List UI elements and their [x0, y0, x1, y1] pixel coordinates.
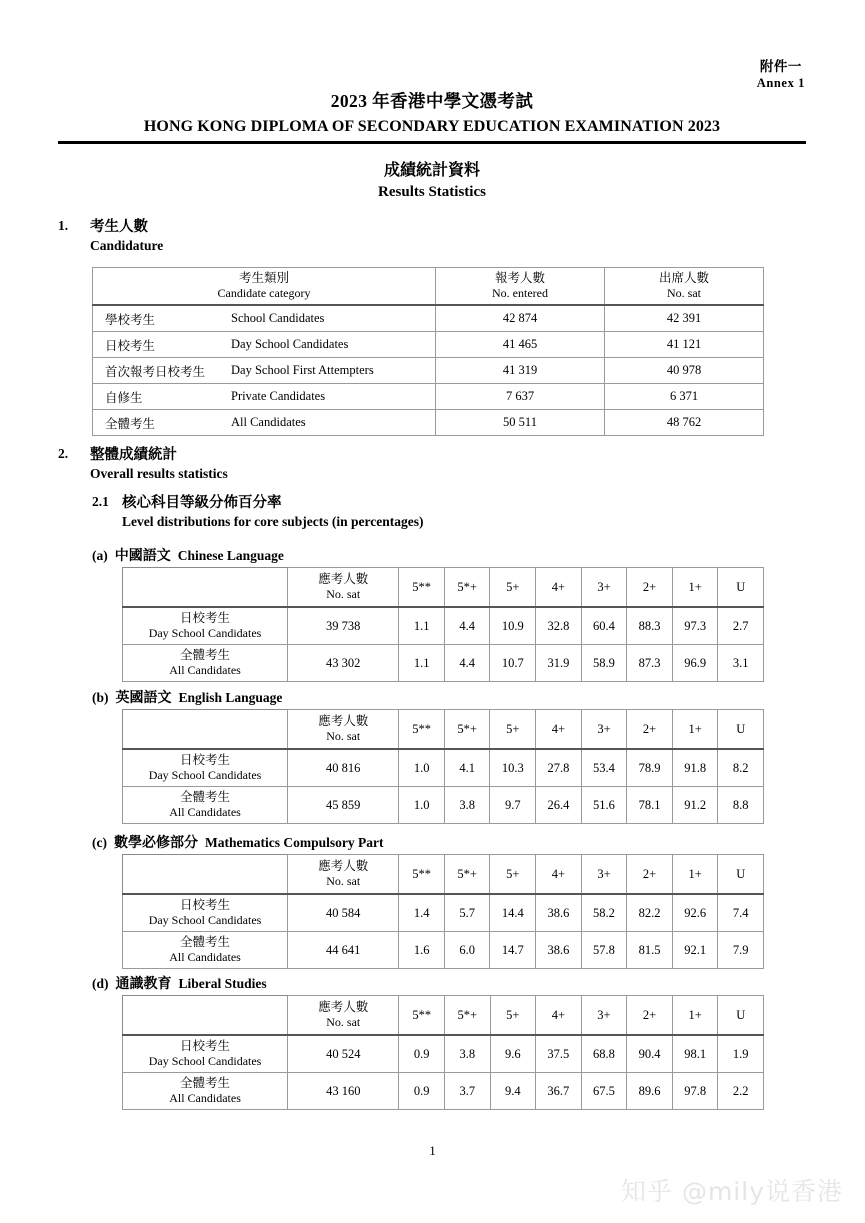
- cell-no-entered: 50 511: [436, 410, 605, 436]
- document-subtitle-en: Results Statistics: [378, 184, 486, 201]
- header-no-sat-en: No. sat: [326, 1015, 361, 1030]
- rowlabel-day-school-zh: 日校考生: [180, 611, 231, 626]
- header-level-3p: 3+: [581, 710, 627, 750]
- header-no-sat-zh: 應考人數: [318, 714, 369, 729]
- cell-no-sat: 6 371: [605, 384, 764, 410]
- cell-no-entered: 41 319: [436, 358, 605, 384]
- rowlabel-day-school: [123, 749, 288, 787]
- header-no-sat: [288, 568, 399, 608]
- cell-no-sat: 39 738: [288, 607, 399, 645]
- header-candidate-category: [93, 268, 436, 306]
- section-2-heading: [58, 446, 228, 483]
- rowlabel-all-candidates: [123, 932, 288, 969]
- level-distribution-table-liberal-studies: [122, 995, 764, 1110]
- table-row: [93, 305, 764, 332]
- header-level-4p: 4+: [536, 568, 582, 608]
- cell-no-sat: 44 641: [288, 932, 399, 969]
- cell-level-5sp: 3.7: [445, 1073, 491, 1110]
- cell-level-u: 8.2: [718, 749, 764, 787]
- cell-level-2p: 78.1: [627, 787, 673, 824]
- rowlabel-day-school: [123, 607, 288, 645]
- header-level-1p: 1+: [672, 855, 718, 895]
- document-title: [58, 90, 806, 144]
- header-level-5sp: 5*+: [445, 996, 491, 1036]
- rowlabel-all-candidates-en: All Candidates: [169, 950, 241, 965]
- header-corner-blank: [123, 568, 288, 608]
- header-level-5p: 5+: [490, 996, 535, 1036]
- header-no-sat: [605, 268, 764, 306]
- cell-level-1p: 91.2: [672, 787, 718, 824]
- rowlabel-day-school-zh: 日校考生: [180, 753, 231, 768]
- header-no-sat-zh: 應考人數: [318, 1000, 369, 1015]
- cell-level-5sp: 6.0: [444, 932, 490, 969]
- cell-level-4p: 36.7: [536, 1073, 582, 1110]
- table-row: [93, 358, 764, 384]
- table-header-row: [123, 568, 764, 608]
- header-level-2p: 2+: [627, 996, 673, 1036]
- subject-name-zh-b: 英國語文: [115, 691, 172, 706]
- subject-name-zh-c: 數學必修部分: [113, 836, 198, 851]
- header-level-5ss: 5**: [399, 568, 445, 608]
- cell-level-1p: 91.8: [672, 749, 718, 787]
- cell-level-1p: 98.1: [672, 1035, 718, 1073]
- header-no-sat-zh: 出席人數: [658, 271, 709, 286]
- header-level-4p: 4+: [536, 996, 582, 1036]
- cell-level-2p: 78.9: [627, 749, 673, 787]
- header-corner-blank: [123, 710, 288, 750]
- cell-level-5p: 9.7: [490, 787, 536, 824]
- cell-level-3p: 58.2: [581, 894, 627, 932]
- subject-label-b: (b): [92, 690, 109, 705]
- cell-no-sat: 43 160: [288, 1073, 399, 1110]
- cell-level-2p: 87.3: [627, 645, 673, 682]
- cell-no-sat: 40 978: [605, 358, 764, 384]
- rowlabel-day-school-en: Day School Candidates: [148, 913, 262, 928]
- header-corner-blank: [123, 996, 288, 1036]
- header-level-5p: 5+: [490, 855, 536, 895]
- cell-level-4p: 38.6: [536, 932, 582, 969]
- level-distribution-table-chinese-language: [122, 567, 764, 682]
- cell-no-sat: 40 524: [288, 1035, 399, 1073]
- header-no-entered: [436, 268, 605, 306]
- header-no-sat-en: No. sat: [326, 729, 361, 744]
- header-no-sat-zh: 應考人數: [318, 859, 369, 874]
- cell-level-5ss: 1.0: [399, 787, 445, 824]
- cell-level-5p: 14.7: [490, 932, 536, 969]
- section-2-title-zh: 整體成績統計: [90, 447, 177, 463]
- rowlabel-day-school: [123, 1035, 288, 1073]
- section-1-title-zh: 考生人數: [90, 219, 148, 235]
- rowlabel-day-school-en: Day School Candidates: [148, 626, 262, 641]
- cell-level-5p: 10.7: [490, 645, 536, 682]
- cell-level-5ss: 1.0: [399, 749, 445, 787]
- cell-level-1p: 97.3: [672, 607, 718, 645]
- cell-level-1p: 97.8: [672, 1073, 718, 1110]
- cell-no-entered: 7 637: [436, 384, 605, 410]
- cell-level-4p: 31.9: [536, 645, 582, 682]
- section-2-1-heading: [92, 494, 423, 531]
- header-level-5p: 5+: [490, 568, 536, 608]
- cell-level-2p: 90.4: [627, 1035, 673, 1073]
- subject-label-c: (c): [92, 835, 107, 850]
- cell-category-en: Private Candidates: [225, 384, 436, 410]
- document-title-zh: 2023 年香港中學文憑考試: [330, 91, 534, 111]
- cell-level-4p: 38.6: [536, 894, 582, 932]
- header-level-5p: 5+: [490, 710, 536, 750]
- header-corner-blank: [123, 855, 288, 895]
- header-level-3p: 3+: [581, 855, 627, 895]
- section-2-number: 2.: [58, 446, 69, 461]
- level-distribution-table-mathematics-compulsory-part: [122, 854, 764, 969]
- rowlabel-day-school: [123, 894, 288, 932]
- header-level-3p: 3+: [581, 568, 627, 608]
- cell-level-5ss: 0.9: [399, 1073, 445, 1110]
- cell-level-5sp: 3.8: [445, 1035, 491, 1073]
- cell-category-zh: 全體考生: [93, 410, 226, 436]
- cell-no-sat: 48 762: [605, 410, 764, 436]
- rowlabel-day-school-zh: 日校考生: [180, 1039, 231, 1054]
- header-no-sat-zh: 應考人數: [318, 572, 369, 587]
- cell-level-3p: 60.4: [581, 607, 627, 645]
- header-level-5ss: 5**: [399, 996, 445, 1036]
- header-no-entered-en: No. entered: [492, 286, 548, 301]
- cell-category-en: Day School First Attempters: [225, 358, 436, 384]
- rowlabel-all-candidates-en: All Candidates: [169, 1091, 241, 1106]
- header-no-sat-en: No. sat: [326, 587, 361, 602]
- table-row-all-candidates: [123, 1073, 764, 1110]
- section-1-title-en: Candidature: [90, 238, 164, 254]
- header-no-sat-en: No. sat: [667, 286, 701, 301]
- watermark: 知乎 @mily说香港: [621, 1177, 843, 1206]
- cell-level-2p: 81.5: [627, 932, 673, 969]
- cell-level-u: 7.4: [718, 894, 764, 932]
- cell-level-2p: 89.6: [627, 1073, 673, 1110]
- rowlabel-all-candidates-en: All Candidates: [169, 663, 241, 678]
- cell-level-4p: 37.5: [536, 1035, 582, 1073]
- cell-level-u: 3.1: [718, 645, 764, 682]
- subject-heading-mathematics-compulsory-part: [92, 832, 383, 852]
- cell-level-5ss: 1.4: [399, 894, 445, 932]
- cell-level-3p: 58.9: [581, 645, 627, 682]
- table-row-day-school: [123, 894, 764, 932]
- header-level-4p: 4+: [536, 710, 582, 750]
- subject-label-a: (a): [92, 548, 108, 563]
- cell-level-5p: 9.6: [490, 1035, 535, 1073]
- cell-no-sat: 40 816: [288, 749, 399, 787]
- section-2-1-number: 2.1: [92, 494, 109, 509]
- cell-level-5p: 14.4: [490, 894, 536, 932]
- header-level-4p: 4+: [536, 855, 582, 895]
- header-level-u: U: [718, 855, 764, 895]
- rowlabel-day-school-en: Day School Candidates: [148, 1054, 262, 1069]
- annex-label-zh: 附件一: [759, 59, 802, 74]
- subject-name-en-c: Mathematics Compulsory Part: [204, 835, 384, 850]
- cell-level-5p: 10.9: [490, 607, 536, 645]
- table-row-day-school: [123, 1035, 764, 1073]
- subject-name-en-a: Chinese Language: [177, 548, 284, 563]
- rowlabel-all-candidates: [123, 645, 288, 682]
- table-header-row: [123, 710, 764, 750]
- cell-level-u: 8.8: [718, 787, 764, 824]
- cell-level-u: 1.9: [718, 1035, 764, 1073]
- section-2-1-title-zh: 核心科目等級分佈百分率: [122, 495, 282, 511]
- subject-name-en-d: Liberal Studies: [178, 976, 267, 991]
- subject-name-en-b: English Language: [178, 690, 283, 705]
- cell-level-5ss: 1.6: [399, 932, 445, 969]
- section-2-title-en: Overall results statistics: [90, 466, 228, 482]
- cell-no-sat: 45 859: [288, 787, 399, 824]
- section-1-heading: [58, 218, 163, 255]
- header-level-5sp: 5*+: [444, 710, 490, 750]
- subject-heading-english-language: [92, 687, 282, 707]
- table-row: [93, 384, 764, 410]
- rowlabel-day-school-en: Day School Candidates: [148, 768, 262, 783]
- level-distribution-table-english-language: [122, 709, 764, 824]
- cell-level-5sp: 4.4: [444, 645, 490, 682]
- rowlabel-all-candidates: [123, 787, 288, 824]
- cell-category-zh: 日校考生: [93, 332, 226, 358]
- header-level-2p: 2+: [627, 710, 673, 750]
- table-row-all-candidates: [123, 932, 764, 969]
- header-candidate-category-zh: 考生類別: [238, 271, 289, 286]
- cell-level-5ss: 1.1: [399, 645, 445, 682]
- header-no-sat: [288, 996, 399, 1036]
- cell-category-en: All Candidates: [225, 410, 436, 436]
- cell-level-3p: 68.8: [581, 1035, 627, 1073]
- cell-category-en: School Candidates: [225, 305, 436, 332]
- cell-level-1p: 96.9: [672, 645, 718, 682]
- cell-no-sat: 43 302: [288, 645, 399, 682]
- subject-heading-chinese-language: [92, 545, 284, 565]
- rowlabel-all-candidates: [123, 1073, 288, 1110]
- document-title-en: HONG KONG DIPLOMA OF SECONDARY EDUCATION EXAMINATION 2023: [143, 117, 721, 135]
- header-level-5sp: 5*+: [444, 568, 490, 608]
- table-row-all-candidates: [123, 645, 764, 682]
- cell-level-4p: 32.8: [536, 607, 582, 645]
- cell-level-4p: 26.4: [536, 787, 582, 824]
- cell-level-4p: 27.8: [536, 749, 582, 787]
- header-level-u: U: [718, 710, 764, 750]
- document-subtitle-zh: 成績統計資料: [383, 162, 480, 179]
- header-no-sat: [288, 710, 399, 750]
- document-subtitle: [58, 160, 806, 203]
- cell-level-5sp: 3.8: [444, 787, 490, 824]
- header-level-1p: 1+: [672, 568, 718, 608]
- header-level-1p: 1+: [672, 710, 718, 750]
- header-level-u: U: [718, 996, 764, 1036]
- rowlabel-all-candidates-zh: 全體考生: [180, 648, 231, 663]
- table-header-row: [123, 996, 764, 1036]
- header-level-2p: 2+: [627, 855, 673, 895]
- section-1-number: 1.: [58, 218, 69, 233]
- cell-category-zh: 自修生: [93, 384, 226, 410]
- table-header-row: [123, 855, 764, 895]
- table-row: [93, 410, 764, 436]
- table-header-row: [93, 268, 764, 306]
- header-level-5ss: 5**: [399, 710, 445, 750]
- annex-label: [757, 58, 805, 91]
- cell-level-5sp: 4.4: [444, 607, 490, 645]
- cell-level-u: 7.9: [718, 932, 764, 969]
- header-level-1p: 1+: [672, 996, 718, 1036]
- header-level-2p: 2+: [627, 568, 673, 608]
- rowlabel-all-candidates-zh: 全體考生: [180, 1076, 231, 1091]
- header-no-sat-en: No. sat: [326, 874, 361, 889]
- subject-name-zh-d: 通識教育: [115, 977, 172, 992]
- header-level-5ss: 5**: [399, 855, 445, 895]
- cell-level-2p: 88.3: [627, 607, 673, 645]
- cell-no-entered: 42 874: [436, 305, 605, 332]
- header-level-3p: 3+: [581, 996, 627, 1036]
- page-number: 1: [429, 1143, 436, 1158]
- header-no-entered-zh: 報考人數: [494, 271, 545, 286]
- section-2-1-title-en: Level distributions for core subjects (in percentages): [122, 514, 424, 530]
- candidature-table: [92, 267, 764, 436]
- cell-no-sat: 42 391: [605, 305, 764, 332]
- cell-level-1p: 92.1: [672, 932, 718, 969]
- table-row: [93, 332, 764, 358]
- cell-level-3p: 67.5: [581, 1073, 627, 1110]
- cell-level-3p: 53.4: [581, 749, 627, 787]
- cell-no-sat: 41 121: [605, 332, 764, 358]
- subject-heading-liberal-studies: [92, 973, 267, 993]
- cell-level-5ss: 1.1: [399, 607, 445, 645]
- subject-name-zh-a: 中國語文: [114, 549, 171, 564]
- cell-level-2p: 82.2: [627, 894, 673, 932]
- header-level-5sp: 5*+: [444, 855, 490, 895]
- cell-level-5sp: 4.1: [444, 749, 490, 787]
- table-row-day-school: [123, 607, 764, 645]
- table-row-all-candidates: [123, 787, 764, 824]
- cell-no-sat: 40 584: [288, 894, 399, 932]
- rowlabel-all-candidates-zh: 全體考生: [180, 790, 231, 805]
- cell-level-5ss: 0.9: [399, 1035, 445, 1073]
- rowlabel-day-school-zh: 日校考生: [180, 898, 231, 913]
- cell-category-zh: 學校考生: [93, 305, 226, 332]
- header-no-sat: [288, 855, 399, 895]
- cell-level-3p: 51.6: [581, 787, 627, 824]
- subject-label-d: (d): [92, 976, 109, 991]
- annex-label-en: Annex 1: [756, 76, 805, 91]
- cell-level-u: 2.7: [718, 607, 764, 645]
- cell-level-5p: 10.3: [490, 749, 536, 787]
- cell-category-en: Day School Candidates: [225, 332, 436, 358]
- cell-level-5sp: 5.7: [444, 894, 490, 932]
- title-divider: [58, 141, 806, 144]
- cell-level-3p: 57.8: [581, 932, 627, 969]
- rowlabel-all-candidates-zh: 全體考生: [180, 935, 231, 950]
- header-level-u: U: [718, 568, 764, 608]
- cell-level-1p: 92.6: [672, 894, 718, 932]
- table-row-day-school: [123, 749, 764, 787]
- rowlabel-all-candidates-en: All Candidates: [169, 805, 241, 820]
- cell-no-entered: 41 465: [436, 332, 605, 358]
- header-candidate-category-en: Candidate category: [217, 286, 311, 301]
- cell-level-5p: 9.4: [490, 1073, 535, 1110]
- cell-category-zh: 首次報考日校考生: [93, 358, 226, 384]
- cell-level-u: 2.2: [718, 1073, 764, 1110]
